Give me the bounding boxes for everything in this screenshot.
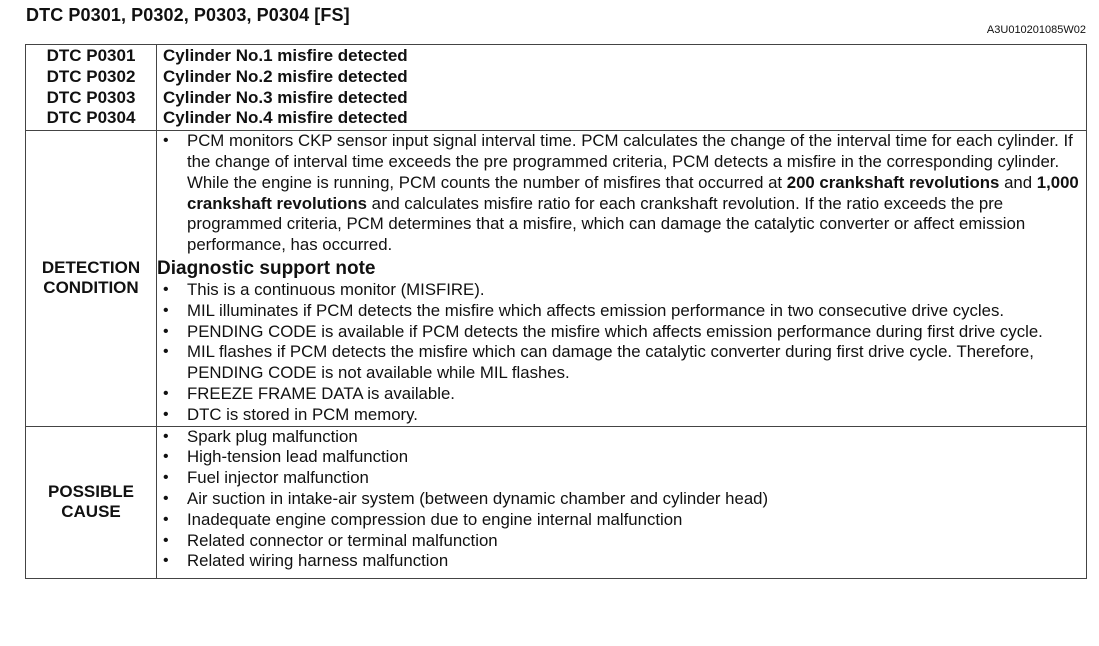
- dtc-desc-cell: [157, 45, 1087, 131]
- dtc-codes-row: [26, 45, 1087, 131]
- list-item: • Spark plug malfunction: [157, 427, 1086, 448]
- document-id: A3U010201085W02: [986, 24, 1086, 36]
- detection-content: [157, 131, 1087, 426]
- list-item: • This is a continuous monitor (MISFIRE).: [157, 280, 1086, 301]
- list-item: • MIL illuminates if PCM detects the misfire which affects emission performance in two consecutive drive cycles.: [157, 301, 1086, 322]
- causes-row: [26, 426, 1087, 579]
- detection-label: DETECTION CONDITION: [26, 131, 157, 426]
- dtc-description: Cylinder No.4 misfire detected: [163, 108, 408, 128]
- list-item: • FREEZE FRAME DATA is available.: [157, 384, 1086, 405]
- dtc-code: DTC P0302: [46, 66, 136, 86]
- page-title: DTC P0301, P0302, P0303, P0304 [FS]: [26, 5, 350, 25]
- dtc-codes-cell: [26, 45, 157, 131]
- list-item: • DTC is stored in PCM memory.: [157, 405, 1086, 426]
- causes-label: POSSIBLE CAUSE: [26, 426, 157, 579]
- note-list: [157, 280, 1086, 426]
- list-item: • Air suction in intake-air system (between dynamic chamber and cylinder head): [157, 489, 1086, 510]
- list-item: • High-tension lead malfunction: [157, 447, 1086, 468]
- dtc-code: DTC P0304: [46, 108, 136, 128]
- list-item: • Related connector or terminal malfunction: [157, 531, 1086, 552]
- list-item: • PENDING CODE is available if PCM detects the misfire which affects emission performance during first drive cycle.: [157, 322, 1086, 343]
- dtc-description: Cylinder No.2 misfire detected: [163, 66, 408, 86]
- note-heading: Diagnostic support note: [157, 257, 376, 279]
- dtc-description: Cylinder No.3 misfire detected: [163, 87, 408, 107]
- dtc-table: [25, 44, 1087, 579]
- list-item: • MIL flashes if PCM detects the misfire which can damage the catalytic converter during first drive cycle. Therefore, PENDING CODE is not available while MIL flashes.: [157, 342, 1086, 384]
- detection-intro: • PCM monitors CKP sensor input signal interval time. PCM calculates the change of the interval time for each cylinder. If the change of interval time exceeds the pre programmed criteria, PCM detects a misfire in the corresponding cylinder. While the engine is running, PCM counts the number of misfires that occurred at 200 crankshaft revolutions and 1,000 crankshaft revolutions and calculates misfire ratio for each crankshaft revolution. If the ratio exceeds the pre programmed criteria, PCM determines that a misfire, which can damage the catalytic converter or affect emission performance, has occurred.: [157, 131, 1086, 256]
- list-item: • Inadequate engine compression due to engine internal malfunction: [157, 510, 1086, 531]
- dtc-code: DTC P0303: [46, 87, 136, 107]
- dtc-code: DTC P0301: [46, 46, 136, 65]
- causes-content: [157, 426, 1087, 579]
- cause-list: [157, 427, 1086, 573]
- list-item: • Fuel injector malfunction: [157, 468, 1086, 489]
- dtc-description: Cylinder No.1 misfire detected: [163, 46, 408, 65]
- detection-row: [26, 131, 1087, 426]
- list-item: • Related wiring harness malfunction: [157, 551, 1086, 572]
